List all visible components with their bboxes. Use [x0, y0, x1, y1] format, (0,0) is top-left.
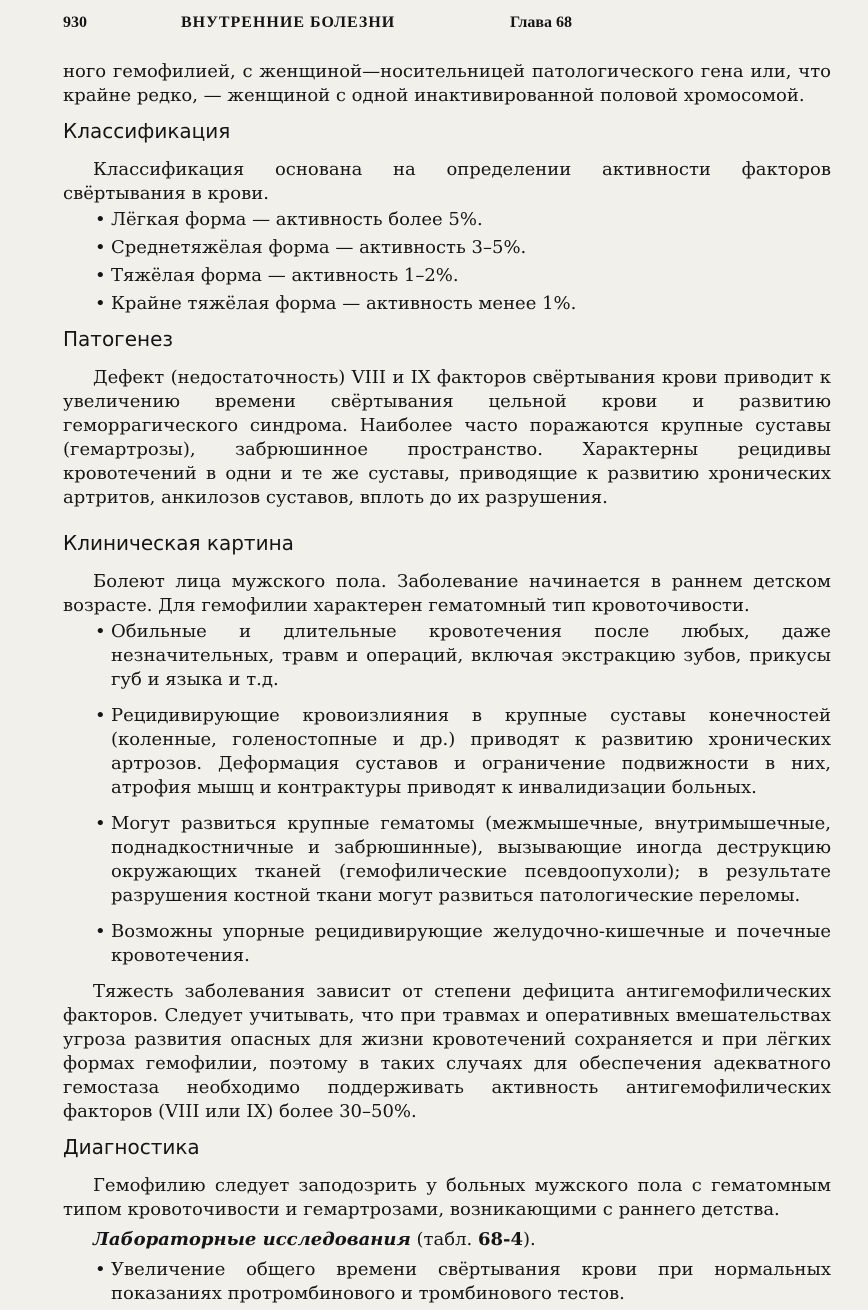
diagnostics-paragraph: Гемофилию следует заподозрить у больных мужского пола с гематомным типом кровоточивости и гемартрозами, возникающими с раннего детства.: [63, 1175, 831, 1220]
list-item: • Крайне тяжёлая форма — активность менее 1%.: [95, 293, 577, 314]
list-item: • Тяжёлая форма — активность 1–2%.: [95, 265, 459, 286]
list-item: • Обильные и длительные кровотечения после любых, даже незначительных, травм и операций, включая экстракцию зубов, прикусы губ и языка и т.д.: [95, 621, 831, 690]
bullet-icon: •: [95, 921, 106, 942]
list-item: • Возможны упорные рецидивирующие желудочно-кишечные и почечные кровотечения.: [95, 921, 831, 966]
page-number: 930: [63, 14, 87, 31]
classification-paragraph: Классификация основана на определении активности факторов свёртывания в крови.: [63, 159, 831, 204]
heading-diagnostics: Диагностика: [63, 1135, 200, 1159]
pathogenesis-paragraph: Дефект (недостаточность) VIII и IX факторов свёртывания крови приводит к увеличению времени свёртывания цельной крови и развитию геморрагического синдрома. Наиболее часто поражаются крупные суставы (гемартрозы), забрюшинное пространство. Характерны рецидивы кровотечений в одни и те же суставы, приводящие к развитию хронических артритов, анкилозов суставов, вплоть до их разрушения.: [63, 367, 831, 508]
page-body: [63, 60, 831, 1310]
list-item: • Могут развиться крупные гематомы (межмышечные, внутримышечные, поднадкостничные и забрюшинные), вызывающие иногда деструкцию окружающих тканей (гемофилические псевдоопухоли); в результате разрушения костной ткани могут развиться патологические переломы.: [95, 813, 831, 906]
list-item: • Рецидивирующие кровоизлияния в крупные суставы конечностей (коленные, голеностопные и др.) приводят к развитию хронических артрозов. Деформация суставов и ограничение подвижности в них, атрофия мышц и контрактуры приводят к инвалидизации больных.: [95, 705, 831, 798]
heading-clinical: Клиническая картина: [63, 531, 294, 555]
bullet-icon: •: [95, 1259, 106, 1280]
bullet-icon: •: [95, 237, 106, 258]
bullet-icon: •: [95, 293, 106, 314]
clinical-list: [63, 620, 831, 968]
table-reference: 68-4: [477, 1229, 524, 1250]
heading-pathogenesis: Патогенез: [63, 327, 174, 351]
bullet-icon: •: [95, 265, 106, 286]
heading-classification: Классификация: [63, 119, 231, 143]
lab-list: [63, 1258, 831, 1306]
clinical-paragraph: Болеют лица мужского пола. Заболевание начинается в раннем детском возрасте. Для гемофилии характерен гематомный тип кровоточивости.: [63, 571, 831, 616]
bullet-icon: •: [95, 705, 106, 726]
lab-tests-label: Лабораторные исследования: [93, 1229, 411, 1250]
chapter-label: Глава 68: [510, 14, 572, 31]
bullet-icon: •: [95, 209, 106, 230]
bullet-icon: •: [95, 813, 106, 834]
list-item: • Лёгкая форма — активность более 5%.: [95, 209, 483, 230]
list-item: • Среднетяжёлая форма — активность 3–5%.: [95, 237, 527, 258]
lab-tests-line: Лабораторные исследования (табл. 68-4).: [93, 1229, 536, 1250]
running-header: [63, 10, 843, 38]
intro-paragraph: ного гемофилией, с женщиной—носительницей патологического гена или, что крайне редко, — женщиной с одной инактивированной половой хромосомой.: [63, 61, 831, 106]
classification-list: [63, 208, 831, 316]
bullet-icon: •: [95, 621, 106, 642]
book-title: ВНУТРЕННИЕ БОЛЕЗНИ: [181, 14, 396, 31]
severity-paragraph: Тяжесть заболевания зависит от степени дефицита антигемофилических факторов. Следует учитывать, что при травмах и оперативных вмешательствах угроза развития опасных для жизни кровотечений сохраняется и при лёгких формах гемофилии, поэтому в таких случаях для обеспечения адекватного гемостаза необходимо поддерживать активность антигемофилических факторов (VIII или IX) более 30–50%.: [63, 981, 831, 1122]
list-item: • Увеличение общего времени свёртывания крови при нормальных показаниях протромбинового и тромбинового тестов.: [95, 1259, 831, 1304]
